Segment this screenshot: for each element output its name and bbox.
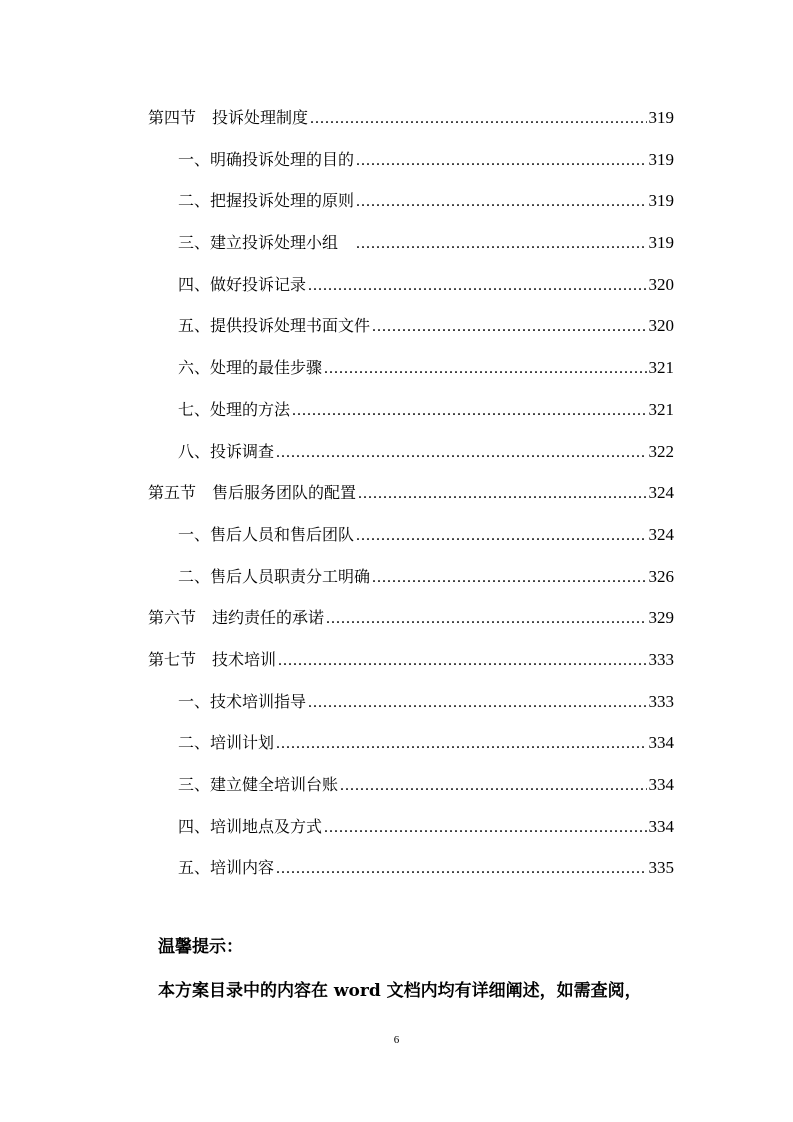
toc-entry[interactable] — [148, 305, 674, 347]
toc-entry-page: 319 — [648, 191, 674, 211]
toc-entry[interactable] — [148, 389, 674, 431]
toc-entry-title: 第四节 投诉处理制度 — [148, 108, 309, 127]
notice-body: 本方案目录中的内容在 word 文档内均有详细阐述，如需查阅， — [158, 981, 642, 1001]
toc-entry-title: 四、培训地点及方式 — [178, 816, 323, 836]
toc-entry-title: 五、培训内容 — [178, 858, 275, 878]
toc-entry-page: 324 — [648, 483, 674, 503]
toc-dot-leader — [356, 140, 646, 182]
toc-entry[interactable] — [148, 222, 674, 264]
toc-dot-leader — [278, 640, 646, 682]
toc-entry-title: 第六节 违约责任的承诺 — [148, 608, 325, 628]
toc-entry-section-6[interactable] — [148, 597, 674, 639]
toc-dot-leader — [276, 723, 646, 765]
toc-entry[interactable] — [148, 681, 674, 723]
toc-entry-page: 334 — [648, 816, 674, 836]
toc-entry-page: 335 — [648, 858, 674, 878]
toc-dot-leader — [356, 515, 646, 557]
toc-entry-title: 二、把握投诉处理的原则 — [178, 191, 355, 211]
toc-entry-title: 一、明确投诉处理的目的 — [178, 149, 355, 169]
toc-entry-page: 333 — [648, 691, 674, 711]
toc-entry-title: 五、提供投诉处理书面文件 — [178, 316, 371, 336]
toc-entry-title: 三、建立投诉处理小组 — [178, 233, 355, 253]
toc-entry[interactable] — [148, 264, 674, 306]
toc-entry-page: 320 — [648, 316, 674, 336]
toc-entry[interactable] — [148, 847, 674, 889]
toc-entry[interactable] — [148, 722, 674, 764]
toc-entry[interactable] — [148, 514, 674, 556]
toc-entry-page: 321 — [648, 358, 674, 378]
toc-entry-page: 320 — [648, 274, 674, 294]
toc-entry-title: 第七节 技术培训 — [148, 649, 277, 669]
toc-dot-leader — [276, 432, 646, 474]
toc-entry[interactable] — [148, 431, 674, 473]
toc-entry-page: 329 — [648, 608, 674, 628]
toc-dot-leader — [310, 98, 646, 140]
toc-entry-title: 六、处理的最佳步骤 — [178, 358, 323, 378]
toc-dot-leader — [340, 765, 646, 807]
page-number: 6 — [393, 1034, 400, 1046]
toc-entry-page: 319 — [648, 108, 674, 127]
toc-dot-leader — [324, 348, 646, 390]
toc-entry-section-5[interactable] — [148, 472, 674, 514]
toc-dot-leader — [356, 181, 646, 223]
toc-entry-page: 333 — [648, 649, 674, 669]
toc-entry-title: 二、售后人员职责分工明确 — [178, 566, 371, 586]
toc-entry[interactable] — [148, 764, 674, 806]
toc-entry-page: 334 — [648, 733, 674, 753]
toc-entry-title: 一、技术培训指导 — [178, 691, 307, 711]
table-of-contents — [148, 97, 674, 889]
toc-entry[interactable] — [148, 139, 674, 181]
toc-dot-leader — [358, 473, 646, 515]
toc-entry[interactable] — [148, 180, 674, 222]
toc-dot-leader — [308, 682, 646, 724]
toc-entry[interactable] — [148, 347, 674, 389]
toc-entry-page: 334 — [648, 775, 674, 794]
toc-entry-page: 319 — [648, 149, 674, 169]
toc-entry[interactable] — [148, 806, 674, 848]
toc-dot-leader — [324, 807, 646, 849]
toc-entry-page: 321 — [648, 399, 674, 419]
toc-dot-leader — [372, 557, 646, 599]
toc-entry-section-4[interactable] — [148, 97, 674, 139]
notice-block — [158, 930, 718, 1006]
toc-entry-page: 326 — [648, 566, 674, 586]
notice-title: 温馨提示： — [158, 937, 243, 957]
toc-entry-section-7[interactable] — [148, 639, 674, 681]
toc-entry-title: 第五节 售后服务团队的配置 — [148, 483, 357, 503]
toc-entry-title: 三、建立健全培训台账 — [178, 775, 339, 794]
toc-entry-title: 四、做好投诉记录 — [178, 274, 307, 294]
toc-entry[interactable] — [148, 556, 674, 598]
toc-entry-page: 319 — [648, 233, 674, 253]
toc-dot-leader — [326, 598, 646, 640]
toc-entry-page: 322 — [648, 441, 674, 461]
toc-entry-title: 七、处理的方法 — [178, 399, 291, 419]
toc-dot-leader — [308, 265, 646, 307]
toc-dot-leader — [292, 390, 646, 432]
toc-entry-title: 一、售后人员和售后团队 — [178, 524, 355, 544]
toc-dot-leader — [372, 306, 646, 348]
toc-dot-leader — [276, 848, 646, 890]
toc-entry-title: 八、投诉调查 — [178, 441, 275, 461]
toc-dot-leader — [356, 223, 646, 265]
toc-entry-title: 二、培训计划 — [178, 733, 275, 753]
toc-entry-page: 324 — [648, 524, 674, 544]
